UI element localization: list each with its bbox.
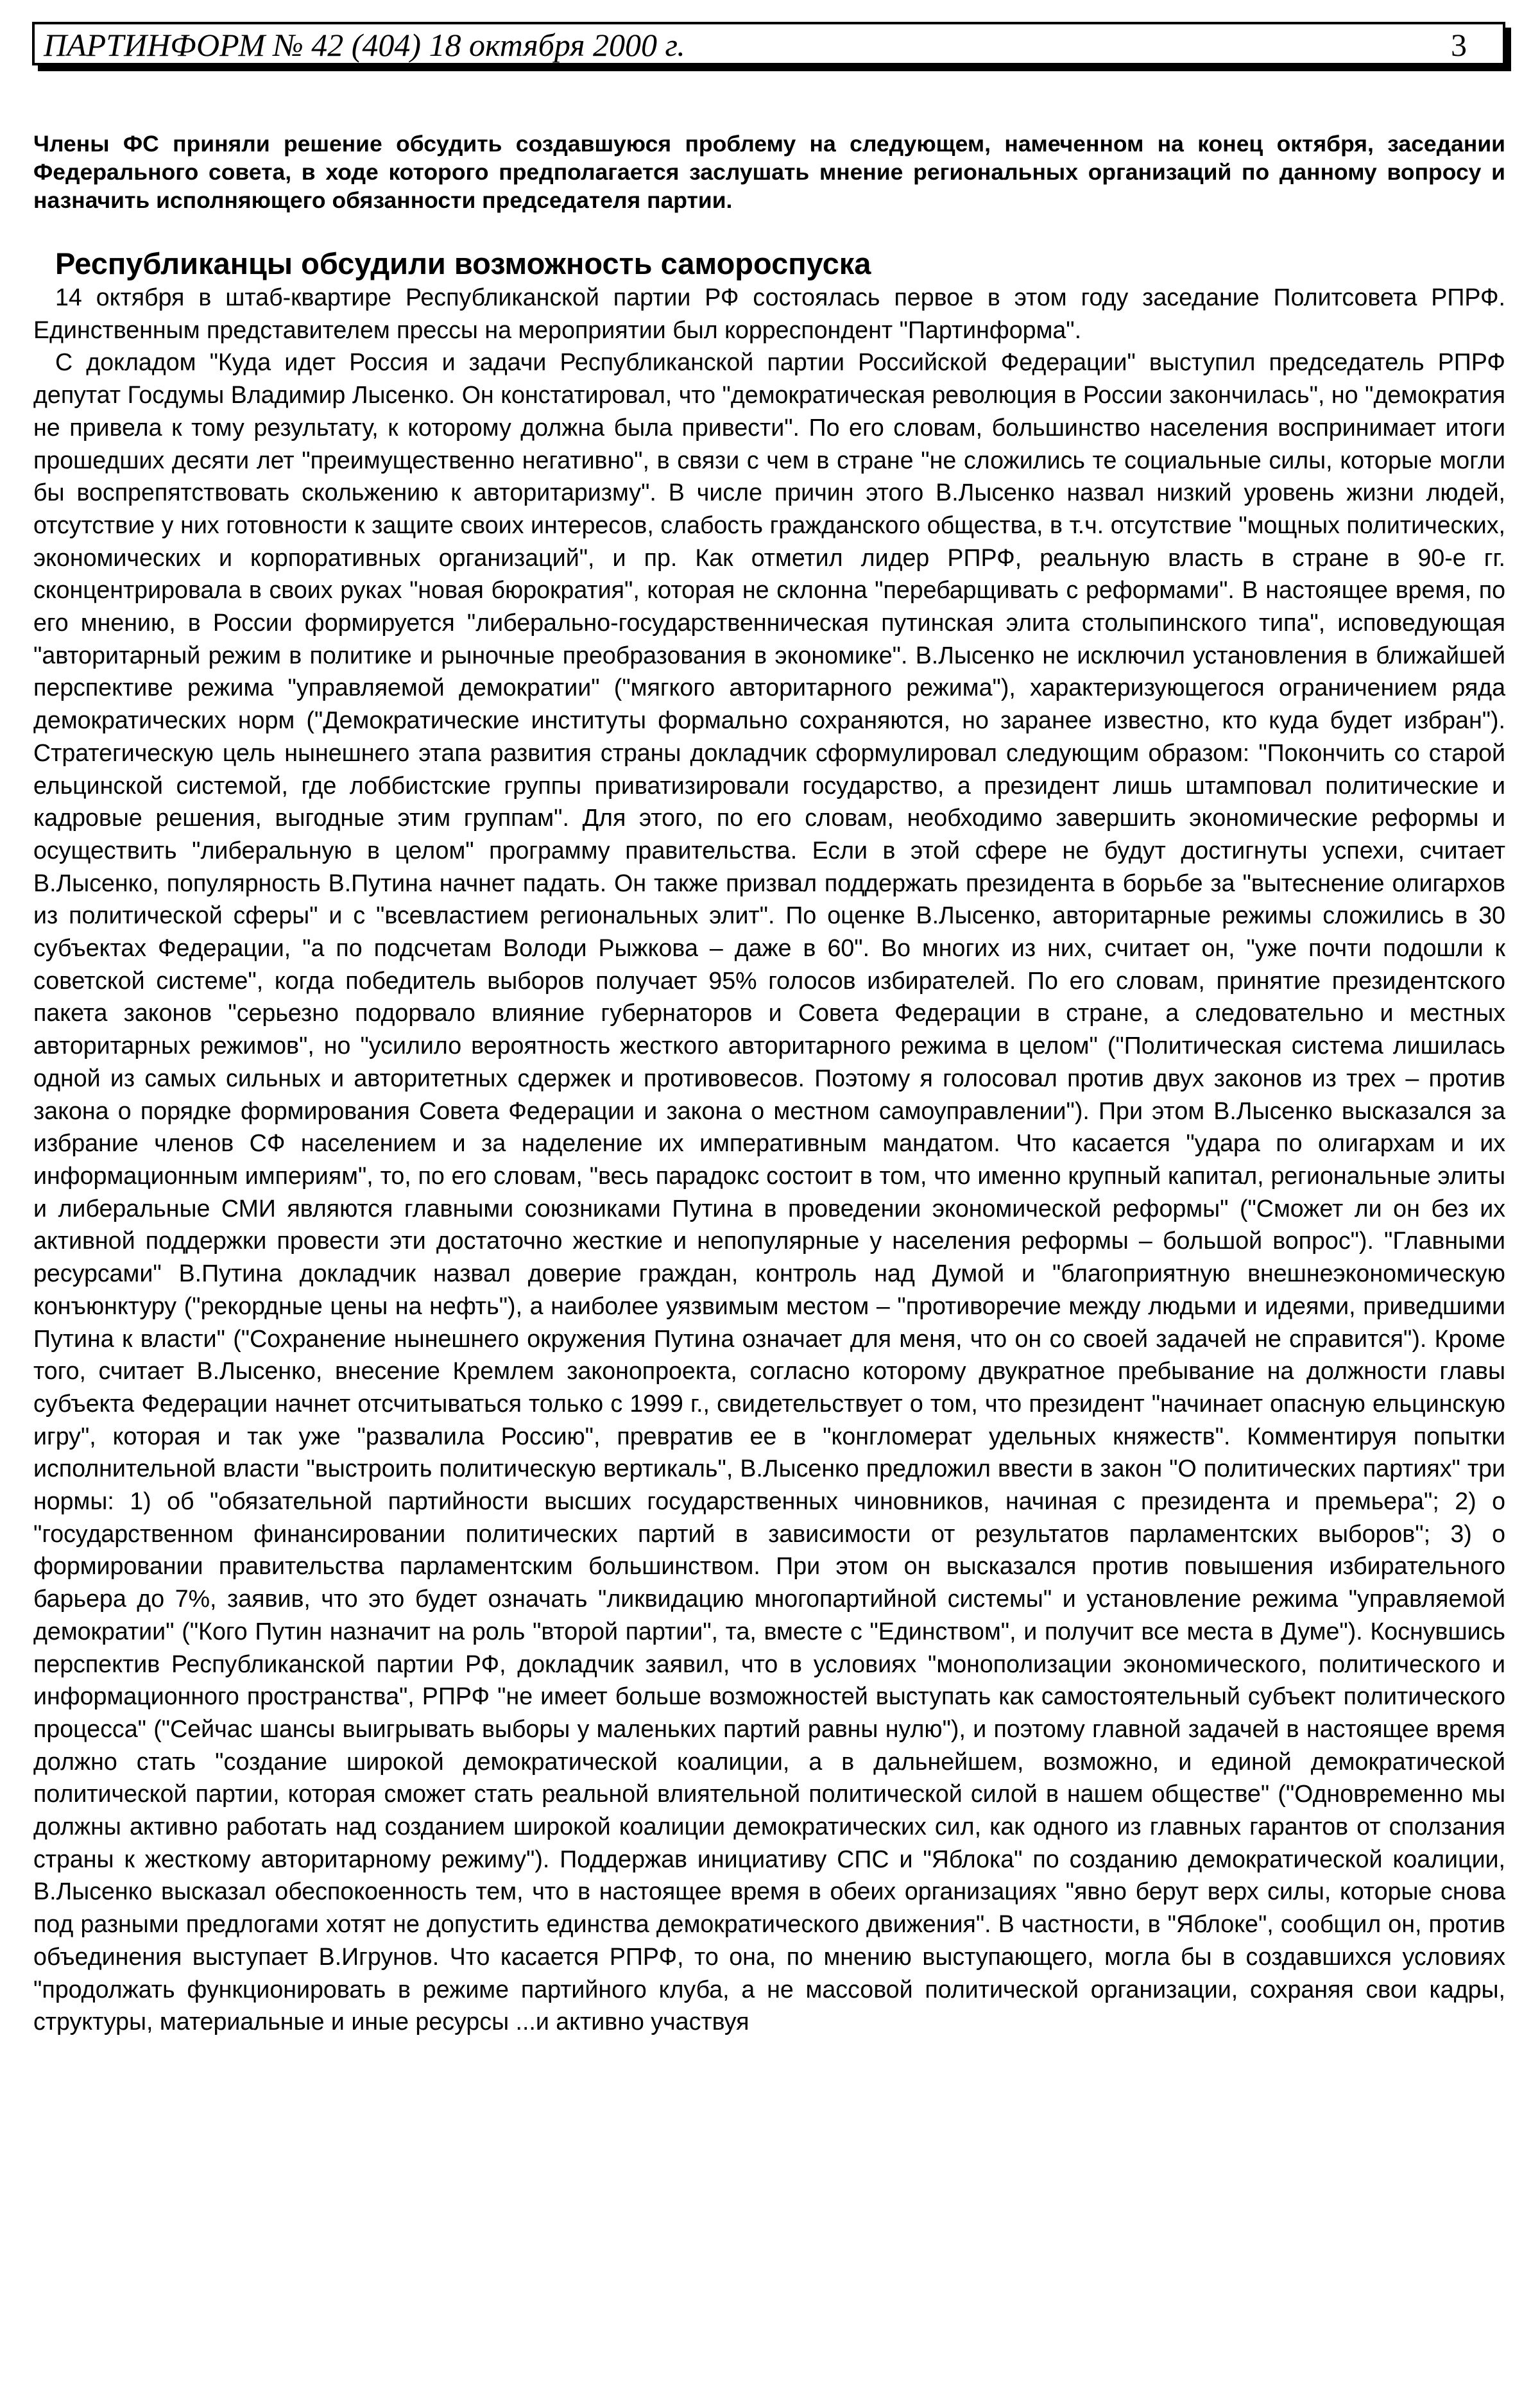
article-body (33, 281, 1505, 2038)
intro-paragraph: Члены ФС приняли решение обсудить создавшуюся проблему на следующем, намеченном на конец октября, заседании Федерального совета, в ходе которого предполагается заслушать мнение региональных организаций по данному вопросу и назначить исполняющего обязанности председателя партии. (33, 131, 1505, 213)
article-paragraph: 14 октября в штаб-квартире Республиканской партии РФ состоялась первое в этом году заседание Политсовета РПРФ. Единственным представителем прессы на мероприятии был корреспондент "Партинформа". (33, 284, 1505, 343)
header-title: ПАРТИНФОРМ № 42 (404) 18 октября 2000 г. (44, 27, 685, 63)
newspaper-header (32, 22, 1505, 65)
page-number: 3 (1451, 27, 1467, 63)
article-paragraph: С докладом "Куда идет Россия и задачи Республиканской партии Российской Федерации" выступил председатель РПРФ депутат Госдумы Владимир Лысенко. Он констатировал, что "демократическая революция в России закончилась", но "демократия не привела к тому результату, к которому должна была привести". По его словам, большинство населения воспринимает итоги прошедших десяти лет "преимущественно негативно", в связи с чем в стране "не сложились те социальные силы, которые могли бы воспрепятствовать скольжению к авторитаризму". В числе причин этого В.Лысенко назвал низкий уровень жизни людей, отсутствие у них готовности к защите своих интересов, слабость гражданского общества, в т.ч. отсутствие "мощных политических, экономических и корпоративных организаций", и пр. Как отметил лидер РПРФ, реальную власть в стране в 90-е гг. сконцентрировала в своих руках "новая бюрократия", которая не склонна "перебарщивать с реформами". В настоящее время, по его мнению, в России формируется "либерально-государственническая путинская элита столыпинского типа", исповедующая "авторитарный режим в политике и рыночные преобразования в экономике". В.Лысенко не исключил установления в ближайшей перспективе режима "управляемой демократии" ("мягкого авторитарного режима"), характеризующегося ограничением ряда демократических норм ("Демократические институты формально сохраняются, но заранее известно, кто куда будет избран"). Стратегическую цель нынешнего этапа развития страны докладчик сформулировал следующим образом: "Покончить со старой ельцинской системой, где лоббистские группы приватизировали государство, а президент лишь штамповал политические и кадровые решения, выгодные этим группам". Для этого, по его словам, необходимо завершить экономические реформы и осуществить "либеральную в целом" программу правительства. Если в этой сфере не будут достигнуты успехи, считает В.Лысенко, популярность В.Путина начнет падать. Он также призвал поддержать президента в борьбе за "вытеснение олигархов из политической сферы" и с "всевластием региональных элит". По оценке В.Лысенко, авторитарные режимы сложились в 30 субъектах Федерации, "а по подсчетам Володи Рыжкова – даже в 60". Во многих из них, считает он, "уже почти подошли к советской системе", когда победитель выборов получает 95% голосов избирателей. По его словам, принятие президентского пакета законов "серьезно подорвало влияние губернаторов и Совета Федерации в стране, а следовательно и местных авторитарных режимов", но "усилило вероятность жесткого авторитарного режима в целом" ("Политическая система лишилась одной из самых сильных и авторитетных сдержек и противовесов. Поэтому я голосовал против двух законов из трех – против закона о порядке формирования Совета Федерации и закона о местном самоуправлении"). При этом В.Лысенко высказался за избрание членов СФ населением и за наделение их императивным мандатом. Что касается "удара по олигархам и их информационным империям", то, по его словам, "весь парадокс состоит в том, что именно крупный капитал, региональные элиты и либеральные СМИ являются главными союзниками Путина в проведении экономической реформы" ("Сможет ли он без их активной поддержки провести эти достаточно жесткие и непопулярные у населения реформы – большой вопрос"). "Главными ресурсами" В.Путина докладчик назвал доверие граждан, контроль над Думой и "благоприятную внешнеэкономическую конъюнктуру ("рекордные цены на нефть"), а наиболее уязвимым местом – "противоречие между людьми и идеями, приведшими Путина к власти" ("Сохранение нынешнего окружения Путина означает для меня, что он со своей задачей не справится"). Кроме того, считает В.Лысенко, внесение Кремлем законопроекта, согласно которому двукратное пребывание на должности главы субъекта Федерации начнет отсчитываться только с 1999 г., свидетельствует о том, что президент "начинает опасную ельцинскую игру", которая и так уже "развалила Россию", превратив ее в "конгломерат удельных княжеств". Комментируя попытки исполнительной власти "выстроить политическую вертикаль", В.Лысенко предложил ввести в закон "О политических партиях" три нормы: 1) об "обязательной партийности высших государственных чиновников, начиная с президента и премьера"; 2) о "государственном финансировании политических партий в зависимости от результатов парламентских выборов"; 3) о формировании правительства парламентским большинством. При этом он высказался против повышения избирательного барьера до 7%, заявив, что это будет означать "ликвидацию многопартийной системы" и установление режима "управляемой демократии" ("Кого Путин назначит на роль "второй партии", та, вместе с "Единством", и получит все места в Думе"). Коснувшись перспектив Республиканской партии РФ, докладчик заявил, что в условиях "монополизации экономического, политического и информационного пространства", РПРФ "не имеет больше возможностей выступать как самостоятельный субъект политического процесса" ("Сейчас шансы выигрывать выборы у маленьких партий равны нулю"), и поэтому главной задачей в настоящее время должно стать "создание широкой демократической коалиции, а в дальнейшем, возможно, и единой демократической политической партии, которая сможет стать реальной влиятельной политической силой в нашем обществе" ("Одновременно мы должны активно работать над созданием широкой коалиции демократических сил, как одного из главных гарантов от сползания страны к жесткому авторитарному режиму"). Поддержав инициативу СПС и "Яблока" по созданию демократической коалиции, В.Лысенко высказал обеспокоенность тем, что в настоящее время в обеих организациях "явно берут верх силы, которые снова под разными предлогами хотят не допустить единства демократического движения". В частности, в "Яблоке", сообщил он, против объединения выступает В.Игрунов. Что касается РПРФ, то она, по мнению выступающего, могла бы в создавшихся условиях "продолжать функционировать в режиме партийного клуба, а не массовой политической организации, сохраняя свои кадры, структуры, материальные и иные ресурсы ...и активно участвуя (33, 348, 1505, 2035)
article-title: Республиканцы обсудили возможность самороспуска (55, 246, 871, 280)
